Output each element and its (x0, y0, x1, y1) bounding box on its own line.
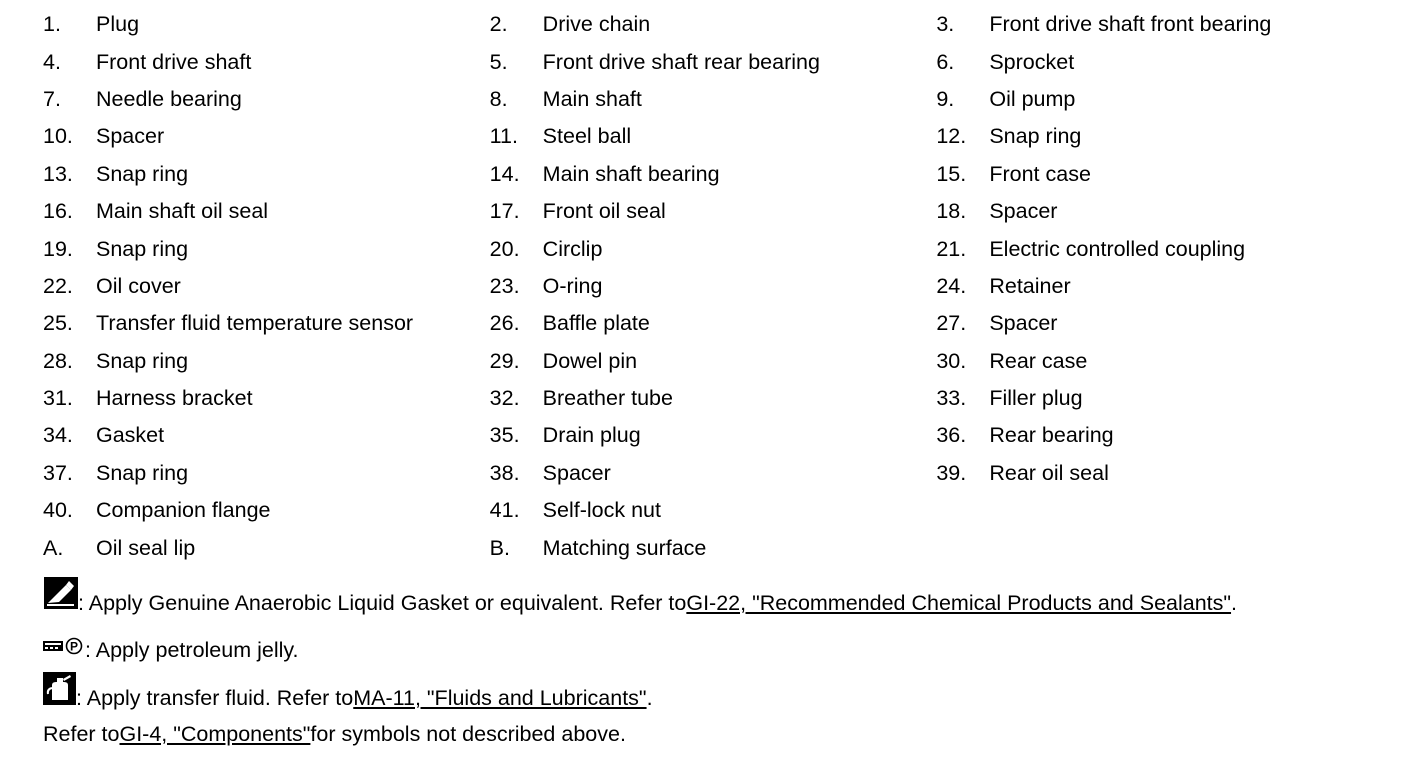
legend-item-label: Steel ball (542, 124, 632, 149)
liquid-gasket-icon (44, 577, 78, 609)
legend-item (936, 199, 1383, 224)
legend-item (490, 87, 937, 112)
legend-item-number: 41. (489, 498, 520, 523)
note-refer-prefix: Refer to (43, 722, 120, 746)
link-ma-11[interactable]: MA-11, "Fluids and Lubricants" (353, 686, 647, 710)
legend-item-label: Baffle plate (542, 311, 650, 336)
note-jelly (43, 623, 1383, 663)
note-fluid-text: : Apply transfer fluid. Refer to (76, 686, 354, 710)
legend-item-number: 40. (43, 498, 73, 523)
legend-item-number: 23. (489, 273, 520, 298)
legend-item-label: Needle bearing (96, 86, 242, 111)
legend-item-number: B. (489, 535, 510, 560)
legend-row (43, 6, 1383, 43)
legend-item-label: Main shaft oil seal (96, 199, 269, 224)
legend-item-number: 31. (43, 386, 73, 411)
legend-item-number: 1. (43, 12, 61, 37)
legend-item-label: Main shaft (542, 86, 642, 111)
legend-row (43, 268, 1383, 305)
legend-item (936, 274, 1383, 299)
legend-item-number: 27. (936, 311, 967, 336)
link-gi-4[interactable]: GI-4, "Components" (119, 722, 311, 746)
legend-item-label: Front drive shaft front bearing (989, 12, 1272, 37)
legend-item (936, 386, 1383, 411)
note-refer (43, 713, 1383, 747)
legend-item (43, 162, 490, 187)
legend-item-number: 4. (43, 49, 61, 74)
legend-item-label: Gasket (96, 423, 165, 448)
legend-item (43, 498, 490, 523)
legend-item-label: Snap ring (96, 161, 189, 186)
legend-row (43, 156, 1383, 193)
legend-item-label: Companion flange (96, 498, 271, 523)
note-jelly-text: : Apply petroleum jelly. (85, 638, 299, 662)
legend-item-number: 16. (43, 199, 73, 224)
legend-item-number: 17. (489, 199, 520, 224)
legend-item-number: 33. (936, 386, 967, 411)
legend-item-number: 12. (936, 124, 967, 149)
legend-item (43, 87, 490, 112)
legend-item-number: 20. (489, 236, 520, 261)
legend-row (43, 529, 1383, 566)
legend-item-number: 22. (43, 273, 73, 298)
legend-item (43, 237, 490, 262)
legend-item-number: 25. (43, 311, 73, 336)
legend-item-number: 19. (43, 236, 73, 261)
legend-item (490, 12, 937, 37)
legend-item-label: Sprocket (989, 49, 1075, 74)
legend-item-label: Self-lock nut (542, 498, 661, 523)
legend-item (936, 50, 1383, 75)
petroleum-jelly-icon (43, 637, 85, 655)
legend-item-number: 29. (489, 348, 520, 373)
legend-item-number: A. (43, 535, 64, 560)
legend-item-number: 6. (936, 49, 955, 74)
legend-item-label: Main shaft bearing (542, 161, 720, 186)
transfer-fluid-icon (43, 672, 76, 705)
legend-item-number: 21. (936, 236, 967, 261)
note-sealant-text: : Apply Genuine Anaerobic Liquid Gasket or equivalent. Refer to (78, 591, 687, 615)
legend-item (936, 423, 1383, 448)
legend-item (490, 311, 937, 336)
legend-row (43, 492, 1383, 529)
legend-item-label: Oil seal lip (96, 535, 196, 560)
legend-item-label: Matching surface (542, 535, 707, 560)
legend-item (936, 461, 1383, 486)
note-sealant (43, 576, 1383, 616)
legend-item-label: Filler plug (989, 386, 1083, 411)
legend-item-number: 8. (489, 86, 508, 111)
legend-item-label: Snap ring (96, 460, 189, 485)
legend-item-number: 37. (43, 460, 73, 485)
legend-item-number: 7. (43, 86, 61, 111)
legend-item-label: Harness bracket (96, 386, 253, 411)
legend-item (43, 124, 490, 149)
legend-item-number: 9. (936, 86, 955, 111)
legend-item (43, 50, 490, 75)
legend-item (936, 87, 1383, 112)
legend-row (43, 343, 1383, 380)
legend-row (43, 455, 1383, 492)
legend-item-number: 39. (936, 460, 967, 485)
legend-item-number: 14. (489, 161, 520, 186)
legend-item-number: 36. (936, 423, 967, 448)
legend-row (43, 230, 1383, 267)
legend-item-label: Dowel pin (542, 348, 638, 373)
legend-item (43, 199, 490, 224)
legend-item-number: 3. (936, 12, 955, 37)
legend-item (490, 461, 937, 486)
legend-item-label: Drive chain (542, 12, 651, 37)
legend-item (936, 349, 1383, 374)
legend-item-number: 15. (936, 161, 967, 186)
legend-item-label: Front case (989, 161, 1091, 186)
legend-item (490, 349, 937, 374)
legend-item (936, 162, 1383, 187)
legend-item-number: 35. (489, 423, 520, 448)
legend-item-label: Rear case (989, 348, 1088, 373)
legend-item-number: 28. (43, 348, 73, 373)
legend-item-number: 32. (489, 386, 520, 411)
legend-item (43, 386, 490, 411)
legend-row (43, 43, 1383, 80)
legend-item-label: Front drive shaft rear bearing (542, 49, 820, 74)
legend-item-number: 38. (489, 460, 520, 485)
legend-item-label: Circlip (542, 236, 603, 261)
legend-item (936, 12, 1383, 37)
legend-item-label: Snap ring (96, 348, 189, 373)
legend-item-label: Front drive shaft (96, 49, 252, 74)
legend-item-label: Drain plug (542, 423, 641, 448)
legend-item-number: 10. (43, 124, 73, 149)
note-refer-text: for symbols not described above. (310, 722, 626, 746)
legend-item (43, 311, 490, 336)
legend-item-label: Spacer (989, 199, 1058, 224)
legend-item (490, 536, 937, 561)
legend-item-number: 24. (936, 273, 967, 298)
legend-item-label: Plug (96, 12, 140, 37)
legend-item (490, 50, 937, 75)
legend-item (936, 237, 1383, 262)
legend-item-label: Retainer (989, 273, 1071, 298)
legend-item (43, 423, 490, 448)
legend-item-label: Oil cover (96, 273, 181, 298)
legend-item (43, 536, 490, 561)
legend-item-number: 5. (489, 49, 508, 74)
legend-row (43, 81, 1383, 118)
legend-row (43, 118, 1383, 155)
legend-item (490, 124, 937, 149)
legend-item-label: Snap ring (989, 124, 1082, 149)
legend-row (43, 193, 1383, 230)
legend-item-label: Transfer fluid temperature sensor (96, 311, 414, 336)
legend-item (936, 124, 1383, 149)
note-sealant-suffix: . (1231, 591, 1238, 615)
legend-item (43, 12, 490, 37)
legend-item-number: 34. (43, 423, 73, 448)
legend-item (43, 461, 490, 486)
legend-item (490, 423, 937, 448)
legend-item-number: 30. (936, 348, 967, 373)
note-fluid-suffix: . (646, 686, 653, 710)
legend-item-label: Oil pump (989, 86, 1076, 111)
legend-item (43, 349, 490, 374)
legend-item (490, 237, 937, 262)
legend-item (490, 274, 937, 299)
legend-item (936, 311, 1383, 336)
legend-item-number: 13. (43, 161, 73, 186)
symbol-notes (43, 576, 1383, 747)
legend-item (490, 162, 937, 187)
legend-item-label: Spacer (96, 124, 165, 149)
legend-item-number: 26. (489, 311, 520, 336)
legend-item-label: Breather tube (542, 386, 673, 411)
legend-row (43, 380, 1383, 417)
legend-item (490, 199, 937, 224)
legend-item-label: Spacer (542, 460, 611, 485)
legend-item-label: Rear bearing (989, 423, 1114, 448)
legend-item-label: Rear oil seal (989, 460, 1109, 485)
legend-item-label: Front oil seal (542, 199, 666, 224)
legend-item-label: O-ring (542, 273, 603, 298)
svg-text:P: P (69, 639, 79, 654)
link-gi-22[interactable]: GI-22, "Recommended Chemical Products and Sealants" (686, 591, 1232, 615)
legend-item-number: 18. (936, 199, 967, 224)
parts-legend (43, 6, 1383, 567)
legend-item (490, 386, 937, 411)
legend-item-label: Snap ring (96, 236, 189, 261)
legend-item-number: 11. (489, 124, 518, 149)
legend-item-label: Electric controlled coupling (989, 236, 1246, 261)
legend-row (43, 417, 1383, 454)
note-fluid (43, 671, 1383, 711)
legend-item (43, 274, 490, 299)
legend-item (490, 498, 937, 523)
legend-item-number: 2. (489, 12, 508, 37)
legend-item-label: Spacer (989, 311, 1058, 336)
legend-row (43, 305, 1383, 342)
